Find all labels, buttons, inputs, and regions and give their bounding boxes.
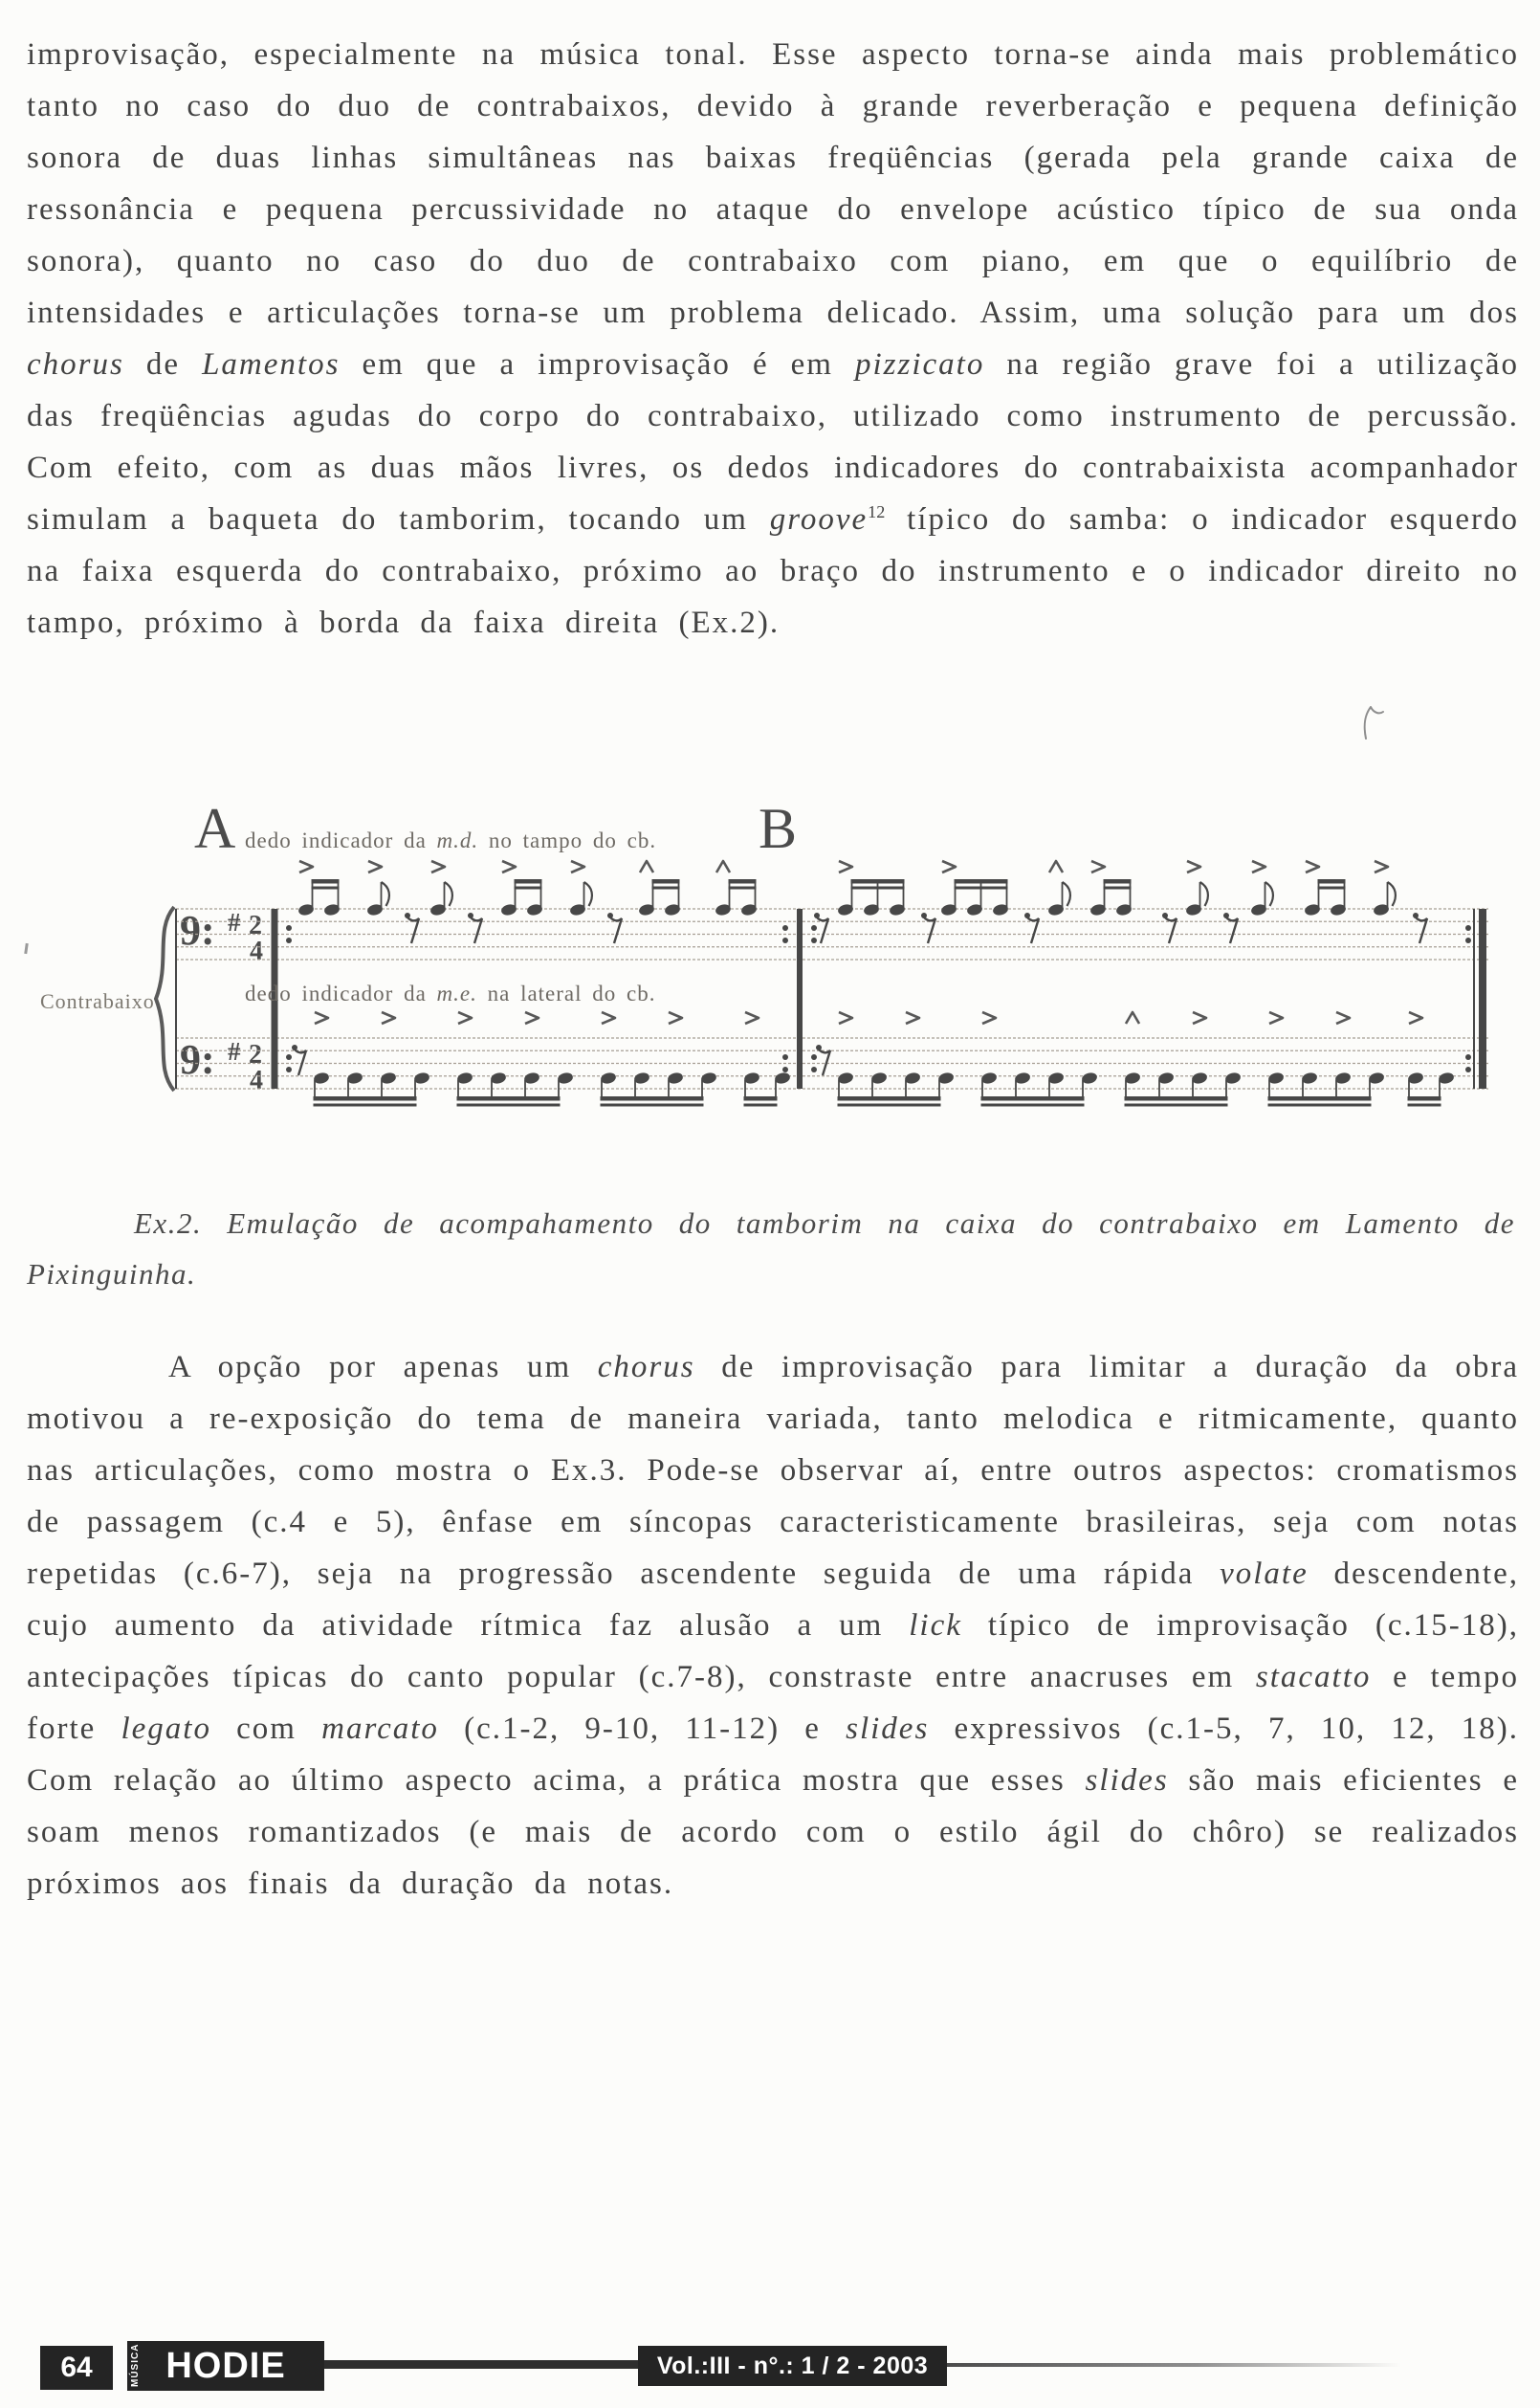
key-signature-bottom: # [228, 1037, 241, 1066]
pen-mark [1356, 704, 1389, 747]
time-signature-bottom-numerator: 2 [249, 1040, 262, 1070]
music-example [0, 797, 1540, 1156]
rehearsal-mark-a: A [194, 797, 236, 860]
paragraph-1: improvisação, especialmente na música tonal. Esse aspecto torna-se ainda mais problemático tanto no caso do duo de contrabaixos, devido à grande reverberação e pequena definição sonora de duas linhas simultâneas nas baixas freqüências (gerada pela grande caixa de ressonância e pequena percussividade no ataque do envelope acústico típico de sua onda sonora), quanto no caso do duo de contrabaixo com piano, em que o equilíbrio de intensidades e articulações torna-se um problema delicado. Assim, uma solução para um dos chorus de Lamentos em que a improvisação é em pizzicato na região grave foi a utilização das freqüências agudas do corpo do contrabaixo, utilizado como instrumento de percussão. Com efeito, com as duas mãos livres, os dedos indicadores do contrabaixista acompanhador simulam a baqueta do tamborim, tocando um groove$^{12}$ típico do samba: o indicador esquerdo na faixa esquerda do contrabaixo, próximo ao braço do instrumento e o indicador direito no tampo, próximo à borda da faixa direita (Ex.2). [27, 37, 1519, 640]
page-number: 64 [40, 2346, 113, 2390]
volume-info: Vol.:III - n°.: 1 / 2 - 2003 [638, 2346, 947, 2386]
rehearsal-mark-b: B [759, 797, 798, 860]
key-signature-top: # [228, 908, 241, 937]
footer-rule-thin [947, 2363, 1401, 2367]
annotation-left-hand: dedo indicador da m.e. na lateral do cb. [245, 982, 656, 1005]
logo-vertical-text: MÚSICA [130, 2343, 141, 2387]
paragraph-2: A opção por apenas um chorus de improvisação para limitar a duração da obra motivou a re-exposição do tema de maneira variada, tanto melodica e ritmicamente, quanto nas articulações, como mostra o Ex.3. Pode-se observar aí, entre outros aspectos: cromatismos de passagem (c.4 e 5), ênfase em síncopas caracteristicamente brasileiras, seja com notas repetidas (c.6-7), seja na progressão ascendente seguida de uma rápida volate descendente, cujo aumento da atividade rítmica faz alusão a um lick típico de improvisação (c.15-18), antecipações típicas do canto popular (c.7-8), constraste entre anacruses em stacatto e tempo forte legato com marcato (c.1-2, 9-10, 11-12) e slides expressivos (c.1-5, 7, 10, 12, 18). Com relação ao último aspecto acima, a prática mostra que esses slides são mais eficientes e soam menos romantizados (e mais de acordo com o estilo ágil do chôro) se realizados próximos aos finais da duração da notas. [27, 1350, 1520, 1901]
bass-clef-top: 9: [180, 907, 215, 954]
annotation-right-hand: dedo indicador da m.d. no tampo do cb. [245, 828, 657, 852]
instrument-label: Contrabaixo [40, 989, 155, 1013]
example-caption: Ex.2. Emulação de acompahamento do tamborim na caixa do contrabaixo em Lamento de Pixinguinha. [27, 1206, 1515, 1291]
time-signature-bottom-denominator: 4 [250, 1066, 263, 1095]
system-brace [156, 907, 174, 1091]
logo-main-text: HODIE [165, 2345, 286, 2386]
bass-clef-bottom: 9: [180, 1036, 215, 1083]
time-signature-top-numerator: 2 [249, 911, 262, 940]
journal-logo [127, 2341, 324, 2391]
time-signature-top-denominator: 4 [250, 937, 263, 966]
footer-rule-thick [324, 2360, 638, 2369]
